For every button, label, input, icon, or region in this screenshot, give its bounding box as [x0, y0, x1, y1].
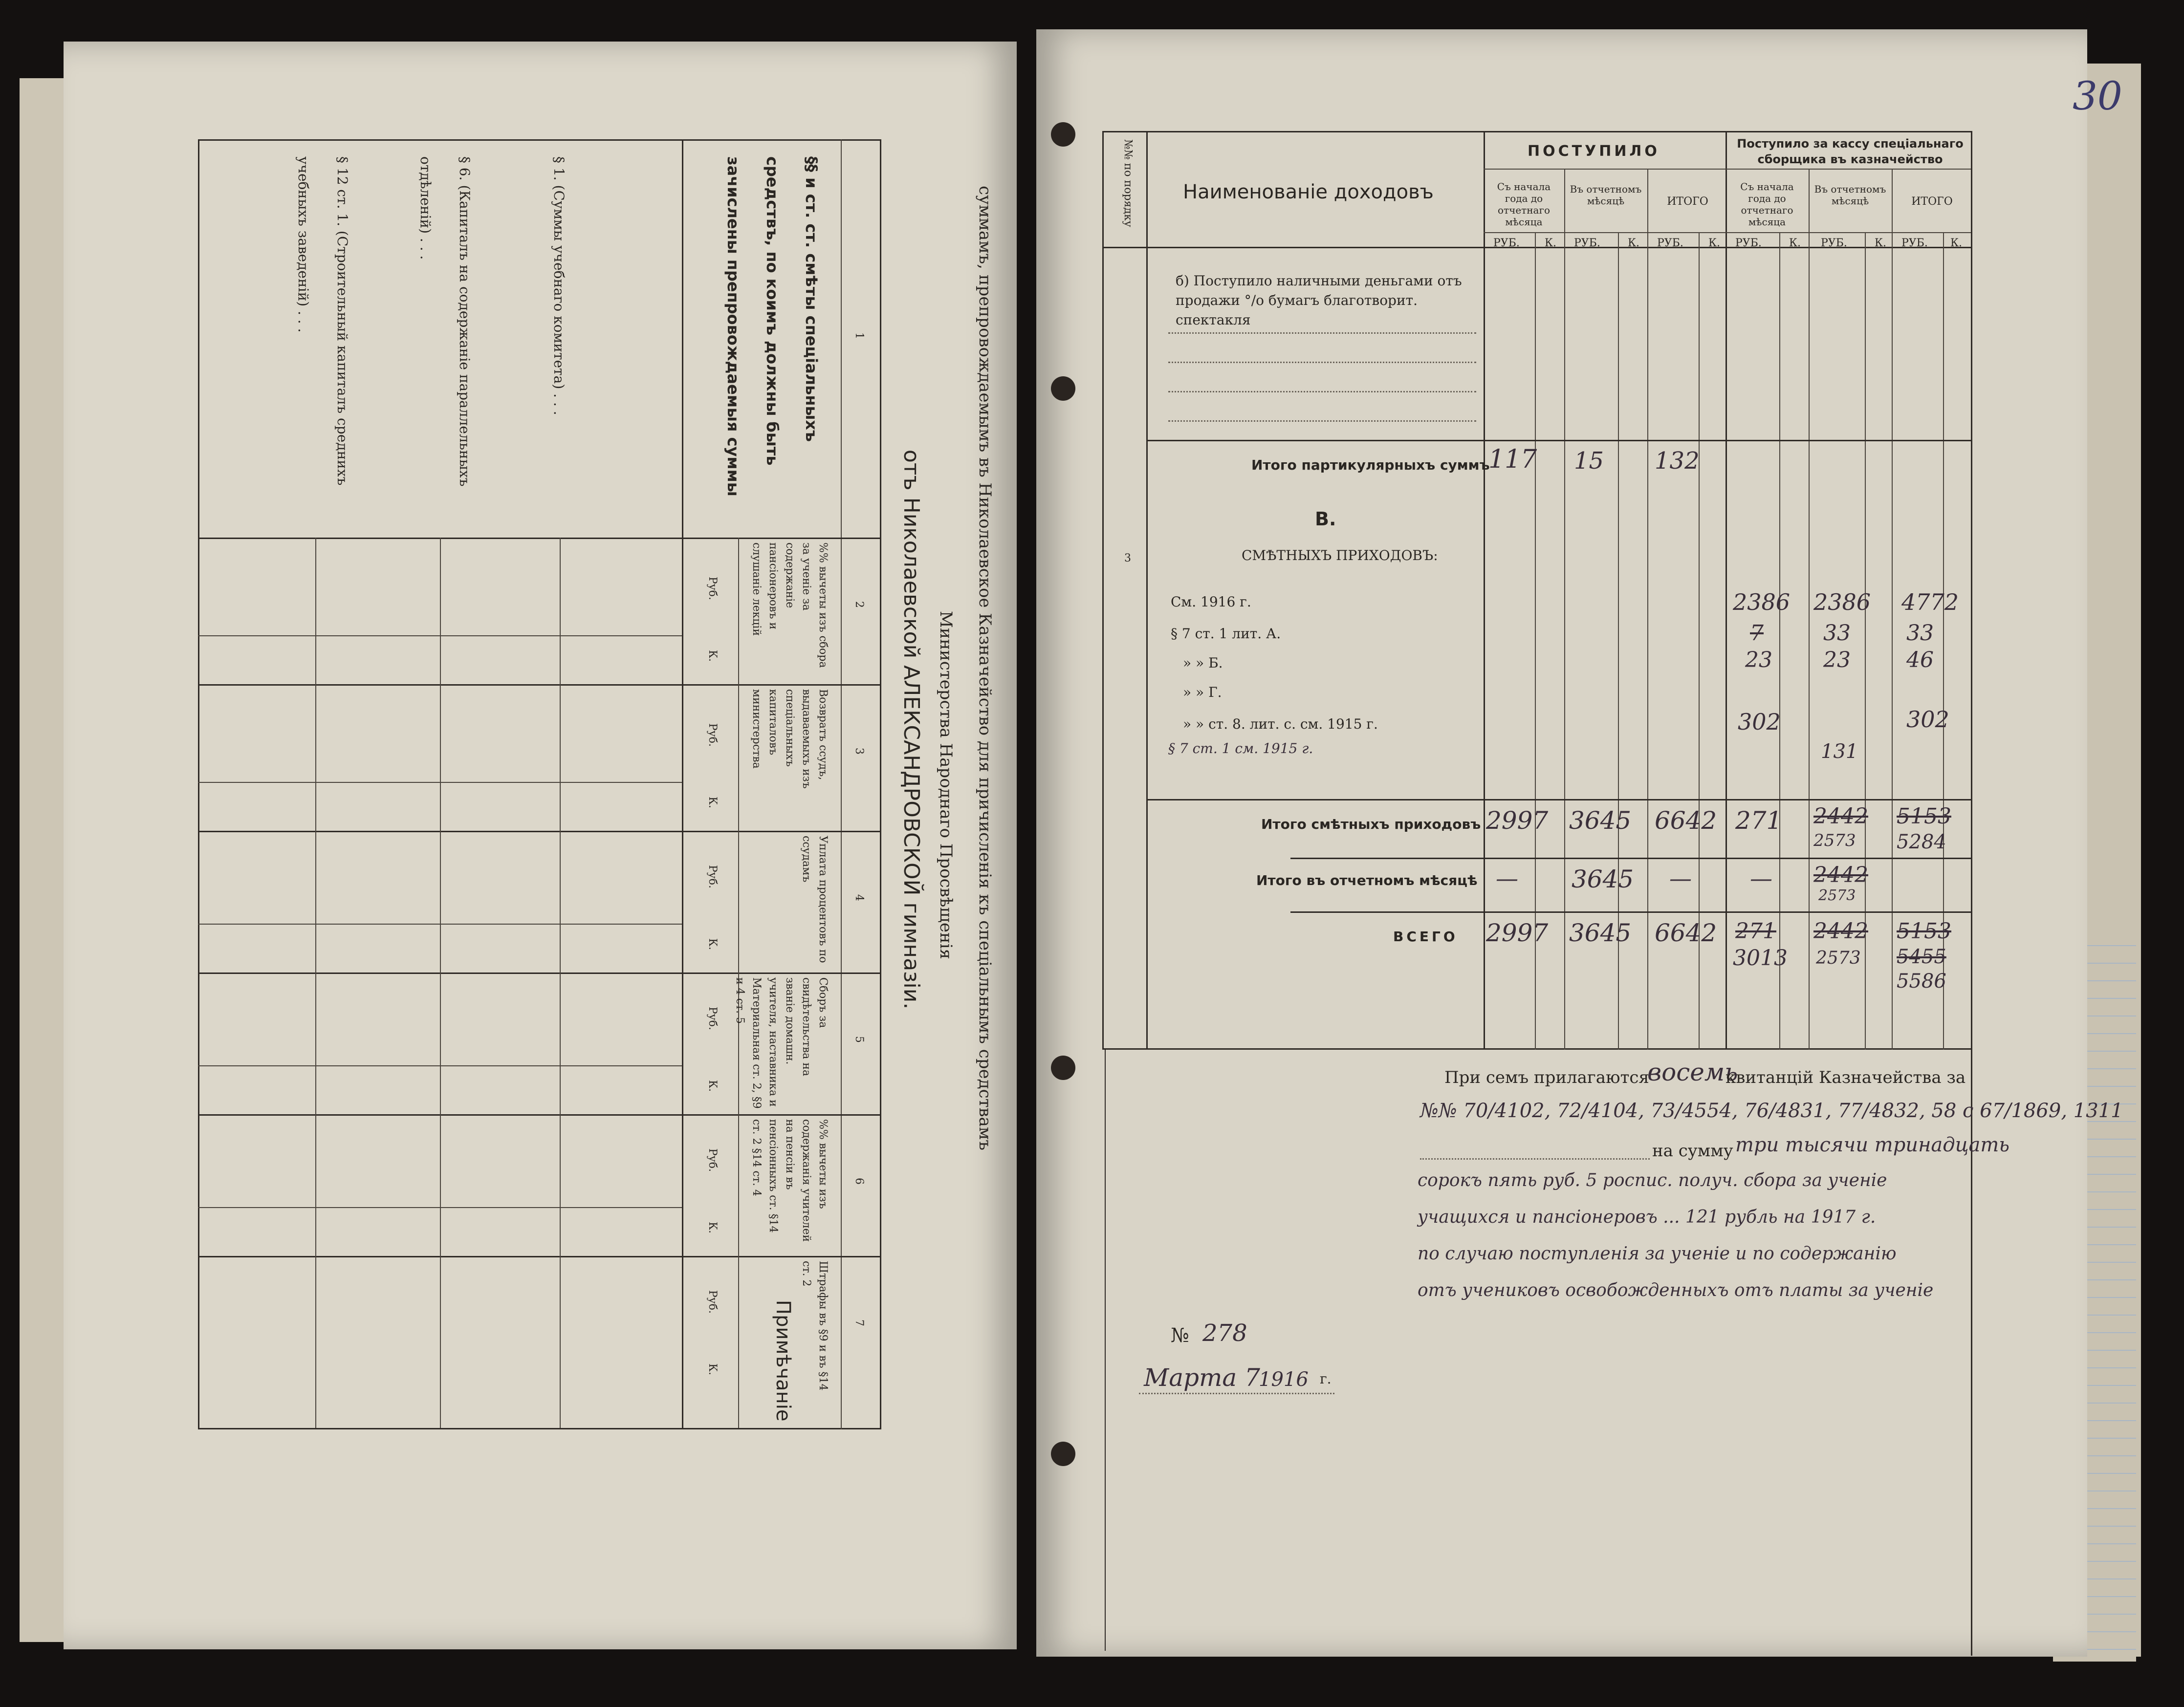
smeta-value: 23 [1823, 648, 1851, 672]
col-divider [1809, 169, 1810, 1050]
left-row-3: § 12 ст. 1. (Строительный капиталъ среднихъ учебныхъ заведеній) . . . [295, 156, 350, 486]
left-table-border [880, 139, 881, 1429]
footer-hand-line: по случаю поступленія за ученіе и по содержанію [1418, 1244, 1897, 1264]
row-separator [560, 538, 561, 1428]
col5-header: Сборъ за свидѣтельства на званіе домашн. учителя, наставника и Материальная ст. 2, §9 и 4 ст. 5 [734, 977, 829, 1109]
row-rule [1146, 799, 1971, 800]
rub-label: Руб. [706, 577, 719, 600]
right-table-bottom [1102, 1048, 1972, 1050]
right-page-left-rule [1105, 1050, 1106, 1651]
smeta-value: 33 [1823, 621, 1851, 646]
sub-header: ИТОГО [1911, 195, 1953, 208]
col-separator [198, 1256, 881, 1257]
col6-header: %% вычеты изъ содержанія учителей на пенсіи въ пенсіонныхъ ст. §14 ст. 2 §14 ст. 4 [750, 1119, 829, 1242]
itogo-smet-value: 5153 [1897, 804, 1951, 829]
left-header-line3: отъ Николаевской АЛЕКСАНДРОВСКОЙ гимназіи. [899, 450, 924, 1010]
kop-label: К. [706, 650, 719, 662]
kop-label: К. [1628, 237, 1640, 249]
col-separator [198, 538, 881, 539]
rub-label: Руб. [706, 1007, 719, 1030]
col-number: 2 [853, 601, 865, 608]
vsego-correction: 5455 [1897, 946, 1946, 968]
col-divider [1564, 169, 1565, 1050]
footer-prefix: При семъ прилагаются [1444, 1068, 1649, 1087]
smeta-value: 33 [1906, 621, 1934, 646]
smeta-row-label: » » Г. [1183, 684, 1222, 700]
header-rule [1484, 232, 1971, 233]
itogo-smet-value: 271 [1735, 806, 1782, 835]
col-number: 1 [853, 332, 865, 339]
vsego-correction: 3013 [1733, 946, 1788, 971]
itogo-mes-correction: 2573 [1818, 887, 1856, 904]
sub-header: ИТОГО [1667, 195, 1708, 208]
rub-label: Руб. [706, 1148, 719, 1172]
sub-header: Въ отчетномъ мѣсяцѣ [1570, 183, 1642, 207]
col-separator [198, 831, 881, 832]
vsego-correction: 5586 [1897, 970, 1946, 993]
kop-label: К. [706, 1080, 719, 1092]
footer-summa-label: на сумму [1652, 1141, 1733, 1161]
kop-label: К. [706, 938, 719, 951]
kop-label: К. [1789, 237, 1801, 249]
itogo-mes-value: — [1750, 865, 1772, 891]
left-row-1: § 1. (Суммы учебнаго комитета) . . . [551, 156, 567, 415]
footer-receipt-numbers: №№ 70/4102, 72/4104, 73/4554, 76/4831, 77/4832, 58 с 67/1869, 1311 [1420, 1100, 2123, 1122]
kop-label: К. [706, 1363, 719, 1376]
col2-header: %% вычеты изъ сбора за ученіе за содержаніе пансіонеровъ и слушаніе лекцій [750, 542, 829, 668]
footer-no-label: № [1171, 1324, 1189, 1347]
footer-year: 1916 [1259, 1368, 1309, 1391]
col-number: 7 [853, 1319, 865, 1326]
folio-number: 30 [2073, 73, 2122, 119]
row-rule [1146, 440, 1971, 441]
itogo-smet-value: 3645 [1569, 806, 1632, 835]
itogo-smet-value: 6642 [1655, 806, 1717, 835]
binding-ring [1051, 1056, 1075, 1080]
row-separator [315, 538, 316, 1428]
kop-label: К. [706, 797, 719, 809]
itogo-partikulyar-value: 15 [1574, 447, 1604, 475]
itogo-smet-label: Итого смѣтныхъ приходовъ [1261, 816, 1481, 832]
itogo-smet-correction: 2573 [1813, 831, 1856, 850]
row-rule [1290, 858, 1971, 859]
section-number: 3 [1124, 552, 1131, 564]
kop-label: К. [706, 1222, 719, 1234]
dotted-line [1168, 391, 1476, 392]
dotted-line [1168, 420, 1476, 422]
dotted-line [1168, 362, 1476, 363]
left-header-line2: Министерства Народнаго Просвѣщенія [936, 611, 956, 960]
kop-label: К. [1875, 237, 1887, 249]
kassa-header: Поступило за кассу спеціальнаго сборщика въ казначейство [1737, 137, 1964, 166]
sub-header: Съ начала года до отчетнаго мѣсяца [1740, 181, 1794, 228]
footer-hand-line: учащихся и пансіонеровъ ... 121 рубль на 1917 г. [1418, 1207, 1876, 1227]
smeta-row-label: См. 1916 г. [1171, 594, 1251, 610]
left-table-border [198, 139, 199, 1429]
smeta-value: 302 [1738, 709, 1781, 735]
itogo-smet-value: 2442 [1813, 804, 1868, 829]
binding-ring [1051, 376, 1075, 401]
binding-ring [1051, 1442, 1075, 1466]
left-colnum-divider [841, 139, 842, 1429]
rub-label: РУБ. [1821, 237, 1847, 249]
smeta-value: 131 [1821, 740, 1858, 763]
col3-header: Возвратъ ссудъ, выдаваемыхъ изъ спеціальныхъ капиталовъ министерства [750, 689, 829, 789]
right-table-border [1971, 131, 1972, 1656]
col-number: 5 [853, 1036, 865, 1043]
vsego-value: 3645 [1569, 919, 1632, 947]
kop-label: К. [1545, 237, 1557, 249]
col-divider [1892, 169, 1893, 1050]
footer-hand-line: отъ учениковъ освобожденныхъ отъ платы за ученіе [1418, 1280, 1934, 1300]
smeta-value: 4772 [1901, 589, 1959, 615]
rub-label: Руб. [706, 1290, 719, 1314]
sub-header: Въ отчетномъ мѣсяцѣ [1814, 183, 1886, 207]
footer-date: Марта 7 [1144, 1363, 1260, 1392]
smeta-row-label: » » ст. 8. лит. с. см. 1915 г. [1183, 716, 1378, 732]
smeta-row-label: § 7 ст. 1 см. 1915 г. [1168, 740, 1313, 756]
right-table-border [1102, 131, 1104, 1050]
rub-label: Руб. [706, 723, 719, 747]
section-letter: В. [1315, 508, 1336, 530]
dotted-line [1168, 332, 1476, 334]
col1-header: §§ и ст. ст. смѣты спеціальныхъ средствъ, по коимъ должны быть зачислены препровождаемыя суммы [724, 156, 821, 497]
dotted-line [1420, 1158, 1650, 1160]
rub-label: РУБ. [1735, 237, 1762, 249]
itogo-mes-value: 3645 [1572, 865, 1634, 893]
col-separator [198, 972, 881, 974]
left-header-line1: суммамъ, препровождаемымъ въ Николаевское Казначейство для причисленія къ спеціальнымъ средствамъ [975, 186, 995, 1150]
row-b-text: б) Поступило наличными деньгами отъ продажи °/о бумагъ благотворит. спектакля [1176, 273, 1462, 328]
row-rule [1290, 911, 1971, 913]
sub-header: Съ начала года до отчетнаго мѣсяца [1497, 181, 1551, 228]
itogo-partikulyar-label: Итого партикулярныхъ суммъ [1251, 457, 1490, 473]
col-divider [1647, 169, 1648, 1050]
section-title: СМѢТНЫХЪ ПРИХОДОВЪ: [1242, 547, 1438, 563]
col-separator [198, 1114, 881, 1116]
vsego-value: 5153 [1897, 919, 1951, 944]
col-number: 6 [853, 1178, 865, 1185]
smeta-row-label: » » Б. [1183, 655, 1223, 671]
vsego-value: 6642 [1655, 919, 1717, 947]
row-separator [440, 538, 441, 1428]
binding-ring [1051, 122, 1075, 147]
kop-label: К. [1950, 237, 1963, 249]
footer-no: 278 [1202, 1319, 1247, 1347]
smeta-value: 7 [1750, 621, 1764, 646]
itogo-partikulyar-value: 117 [1488, 445, 1537, 474]
rub-label: РУБ. [1901, 237, 1928, 249]
kop-divider [1779, 232, 1780, 1050]
col-name-header: Наименованіе доходовъ [1183, 181, 1434, 203]
left-table-border [198, 139, 881, 141]
col-num-header: №№ по порядку [1122, 139, 1134, 227]
footer-hand-line: сорокъ пять руб. 5 роспис. получ. сбора за ученіе [1418, 1170, 1887, 1190]
rub-label: РУБ. [1493, 237, 1520, 249]
itogo-mes-value: 2442 [1813, 863, 1868, 887]
itogo-mes-value: — [1669, 865, 1692, 891]
itogo-partikulyar-value: 132 [1655, 447, 1700, 475]
rub-label: Руб. [706, 865, 719, 888]
vsego-value: 2442 [1813, 919, 1868, 944]
col7-header: Штрафы въ §9 и въ §14 ст. 2 [800, 1261, 829, 1391]
col-divider [1146, 131, 1148, 1050]
vsego-label: ВСЕГО [1393, 929, 1458, 945]
itogo-mes-label: Итого въ отчетномъ мѣсяцѣ [1256, 872, 1478, 888]
kop-label: К. [1708, 237, 1721, 249]
smeta-value: 2386 [1813, 589, 1871, 615]
vsego-value: 271 [1735, 919, 1776, 944]
smeta-row-label: § 7 ст. 1 лит. А. [1171, 626, 1281, 642]
smeta-value: 23 [1745, 648, 1772, 672]
left-row-2: § 6. (Капиталъ на содержаніе параллельныхъ отдѣленій) . . . [417, 156, 473, 487]
rub-label: РУБ. [1574, 237, 1600, 249]
dotted-line [1139, 1393, 1334, 1394]
left-header-divider [682, 139, 683, 1429]
left-page [64, 42, 1017, 1649]
smeta-value: 2386 [1733, 589, 1791, 615]
vsego-value: 2997 [1486, 919, 1549, 947]
smeta-value: 46 [1906, 648, 1934, 672]
footer-suffix: квитанцій Казначейства за [1725, 1068, 1966, 1087]
footer-summa-hand: три тысячи тринадцать [1735, 1134, 2010, 1156]
itogo-smet-correction: 5284 [1897, 831, 1946, 853]
notes-header: Примѣчаніе [772, 1300, 794, 1422]
rub-label: РУБ. [1657, 237, 1683, 249]
vsego-correction: 2573 [1816, 948, 1861, 968]
footer-count: восемь [1647, 1058, 1738, 1086]
left-table-border [198, 1428, 881, 1429]
col-number: 4 [853, 894, 865, 901]
footer-g: г. [1320, 1371, 1332, 1387]
itogo-mes-value: — [1496, 865, 1518, 891]
smeta-value: 302 [1906, 706, 1949, 733]
col-separator [198, 684, 881, 686]
postupilo-header: ПОСТУПИЛО [1528, 143, 1660, 160]
right-table-border [1102, 131, 1972, 132]
header-rule [1484, 169, 1971, 170]
col-number: 3 [853, 748, 865, 755]
itogo-smet-value: 2997 [1486, 806, 1549, 835]
col4-header: Уплата процентовъ по ссудамъ [800, 836, 829, 963]
